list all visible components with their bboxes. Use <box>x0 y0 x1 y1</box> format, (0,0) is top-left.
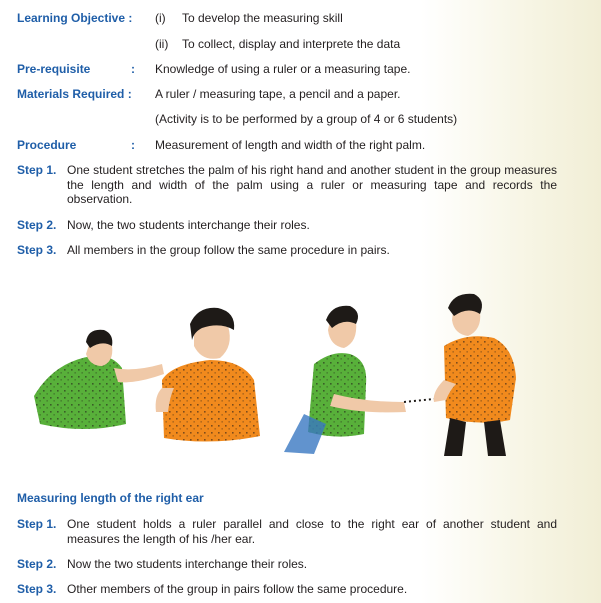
ear-section-title: Measuring length of the right ear <box>17 491 204 505</box>
objective-2-text: To collect, display and interprete the data <box>182 37 401 51</box>
objective-1-text: To develop the measuring skill <box>182 11 343 25</box>
prerequisite-text: Knowledge of using a ruler or a measuring tape. <box>155 62 411 76</box>
procedure-text: Measurement of length and width of the right palm. <box>155 138 426 152</box>
materials-text: A ruler / measuring tape, a pencil and a paper. <box>155 87 401 101</box>
green-student-left <box>34 330 164 429</box>
ear-step-2-text: Now the two students interchange their roles. <box>67 557 308 571</box>
palm-step-2-num: Step 2. <box>17 218 57 232</box>
palm-step-1-text: One student stretches the palm of his right hand and another student in the group measures the length and width of the palm using a ruler or measuring tape and records the observation. <box>67 163 557 206</box>
objective-2-num: (ii) <box>155 37 169 51</box>
learning-objective-label: Learning Objective : <box>17 11 133 25</box>
palm-step-1 <box>17 163 557 207</box>
prerequisite-colon: : <box>131 62 135 76</box>
prerequisite-label: Pre-requisite <box>17 62 91 76</box>
palm-step-3-num: Step 3. <box>17 243 57 257</box>
ear-step-2-num: Step 2. <box>17 557 57 571</box>
palm-step-3 <box>17 243 557 258</box>
palm-step-2 <box>17 218 557 233</box>
ear-step-1-text: One student holds a ruler parallel and close to the right ear of another student and measures the length of his /her ear. <box>67 517 557 546</box>
palm-step-1-num: Step 1. <box>17 163 57 177</box>
ear-step-3-text: Other members of the group in pairs follow the same procedure. <box>67 582 408 596</box>
palm-step-2-text: Now, the two students interchange their roles. <box>67 218 310 232</box>
objective-1-num: (i) <box>155 11 166 25</box>
materials-note: (Activity is to be performed by a group of 4 or 6 students) <box>155 112 458 126</box>
materials-label: Materials Required : <box>17 87 132 101</box>
procedure-colon: : <box>131 138 135 152</box>
ear-step-3 <box>17 582 557 597</box>
orange-student-left <box>156 308 260 442</box>
green-student-right <box>284 306 406 454</box>
students-measuring-palm-illustration <box>14 284 594 460</box>
ear-step-2 <box>17 557 557 572</box>
orange-student-right <box>434 294 516 456</box>
ear-step-1 <box>17 517 557 546</box>
ear-step-1-num: Step 1. <box>17 517 57 531</box>
ear-step-3-num: Step 3. <box>17 582 57 596</box>
palm-step-3-text: All members in the group follow the same procedure in pairs. <box>67 243 390 257</box>
procedure-label: Procedure <box>17 138 77 152</box>
